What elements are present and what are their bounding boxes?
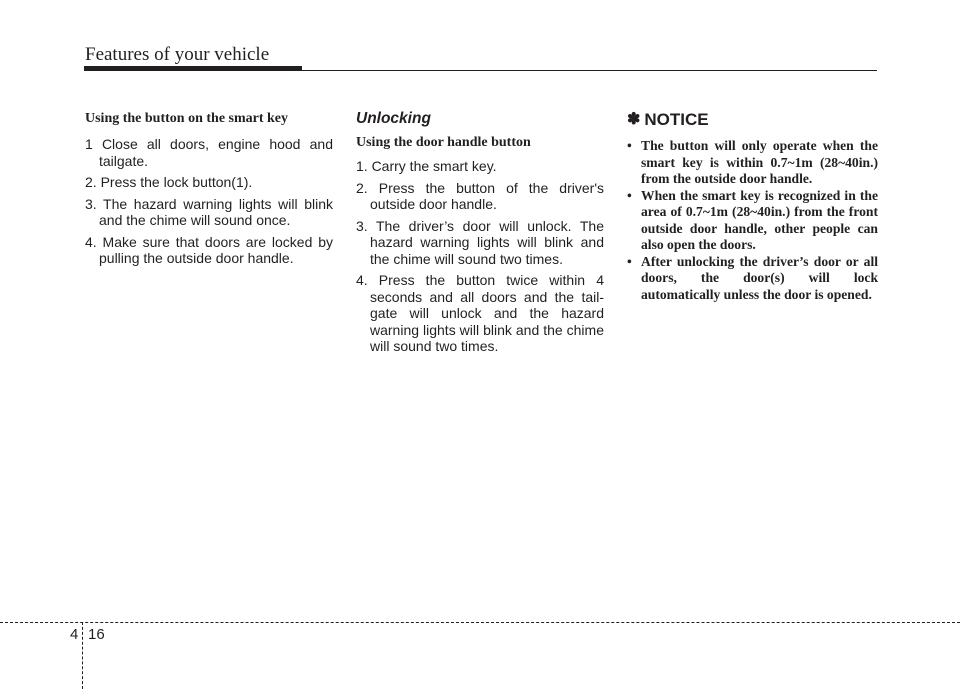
notice-text: The button will only operate when the smart key is within 0.7~1m (28~40in.) from the outside door handle.: [641, 138, 878, 186]
subheading-door-handle-button: Using the door handle button: [356, 135, 531, 150]
list-item: 2. Press the button of the driver's outside door handle.: [356, 179, 604, 212]
list-item: 4. Press the button twice within 4 seconds and all doors and the tail-gate will unlock and the hazard warning lights will blink and the chime will sound two times.: [356, 272, 604, 354]
column-smart-key-lock: [85, 110, 333, 272]
notice-heading: [627, 110, 878, 130]
list-item: 3. The driver’s door will unlock. The hazard warning lights will blink and the chime will sound two times.: [356, 217, 604, 267]
notice-text: When the smart key is recognized in the area of 0.7~1m (28~40in.) from the front outside door handle, other people can also open the doors.: [641, 187, 878, 252]
header-rule-thick: [84, 66, 302, 71]
unlock-steps-list: [356, 158, 604, 355]
bullet-icon: •: [627, 253, 632, 269]
notice-box: [627, 110, 878, 303]
bullet-icon: •: [627, 138, 632, 153]
list-item: [627, 138, 878, 188]
notice-heading-text: NOTICE: [644, 110, 709, 129]
section-heading-smart-key-button: Using the button on the smart key: [85, 111, 289, 126]
footer-dashed-divider: [82, 622, 83, 689]
bullet-icon: •: [627, 187, 632, 203]
chapter-number: 4: [70, 626, 79, 643]
list-item: 2. Press the lock button(1).: [85, 174, 253, 190]
list-item: 1. Carry the smart key.: [356, 158, 497, 174]
page-number: 16: [88, 626, 105, 643]
notice-star-icon: ✽: [627, 111, 641, 128]
page-header-title: Features of your vehicle: [85, 44, 270, 65]
list-item: [627, 188, 878, 254]
notice-text: After unlocking the driver’s door or all doors, the door(s) will lock automatically unless the door is opened.: [641, 253, 878, 302]
notice-list: [627, 138, 878, 303]
list-item: [627, 254, 878, 304]
header-rule-thin: [300, 70, 877, 71]
list-item: 1 Close all doors, engine hood and tailgate.: [85, 136, 333, 169]
lock-steps-list: [85, 136, 333, 267]
list-item: 3. The hazard warning lights will blink and the chime will sound once.: [85, 195, 333, 228]
list-item: 4. Make sure that doors are locked by pulling the outside door handle.: [85, 233, 333, 266]
footer-dashed-rule: [0, 622, 960, 623]
column-unlocking: [356, 110, 604, 360]
section-heading-unlocking: Unlocking: [356, 110, 431, 127]
